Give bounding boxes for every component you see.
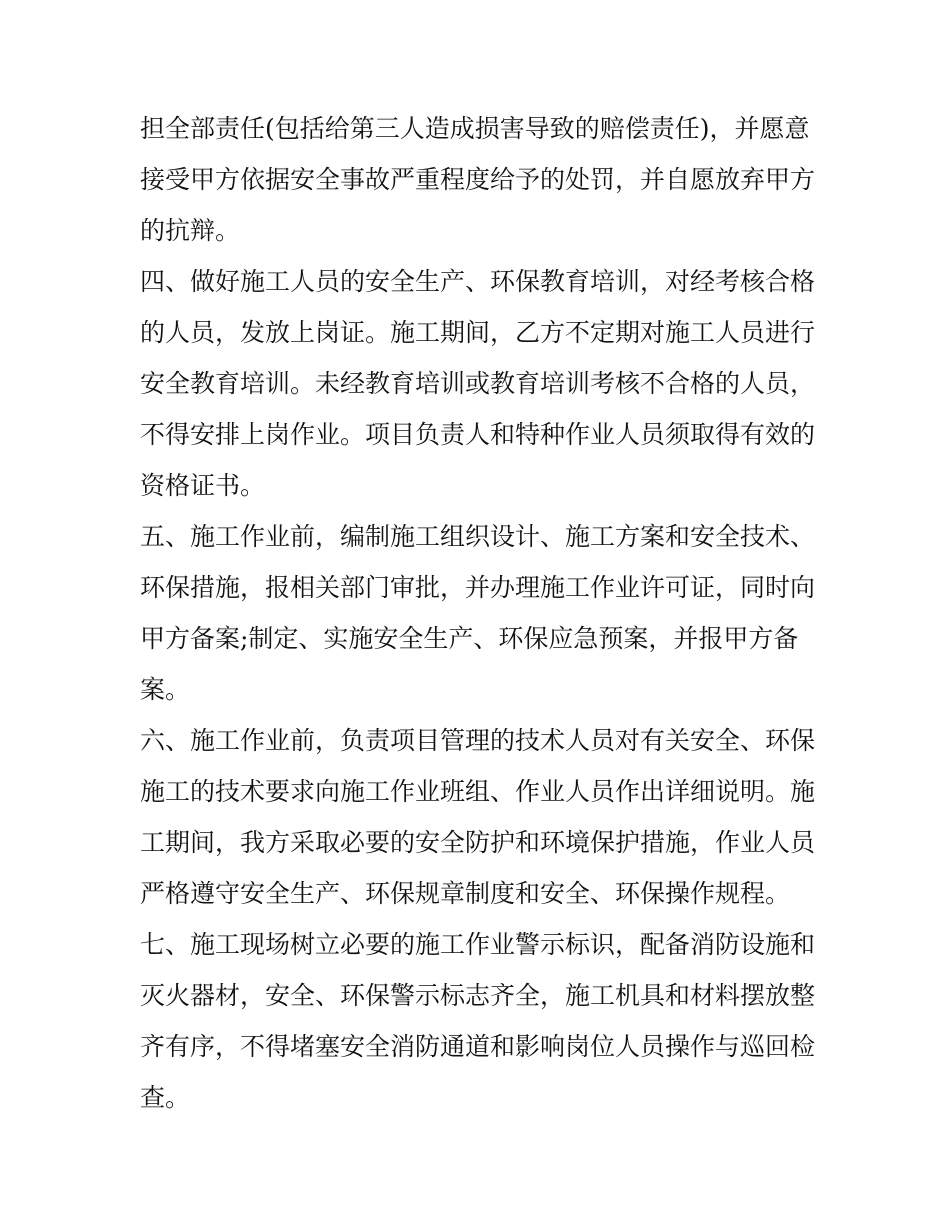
- text-line: 施工的技术要求向施工作业班组、作业人员作出详细说明。施: [140, 777, 815, 806]
- text-line: 的人员，发放上岗证。施工期间，乙方不定期对施工人员进行: [140, 318, 815, 347]
- text-line: 接受甲方依据安全事故严重程度给予的处罚，并自愿放弃甲方: [140, 165, 815, 194]
- text-line: 齐有序，不得堵塞安全消防通道和影响岗位人员操作与巡回检: [140, 1032, 815, 1061]
- text-line: 担全部责任(包括给第三人造成损害导致的赔偿责任)，并愿意: [140, 114, 810, 143]
- text-line: 六、施工作业前，负责项目管理的技术人员对有关安全、环保: [140, 726, 815, 755]
- text-line: 资格证书。: [140, 471, 266, 500]
- text-line: 灭火器材，安全、环保警示标志齐全，施工机具和材料摆放整: [140, 981, 815, 1010]
- text-line: 工期间，我方采取必要的安全防护和环境保护措施，作业人员: [140, 828, 815, 857]
- text-line: 甲方备案;制定、实施安全生产、环保应急预案，并报甲方备: [140, 624, 799, 653]
- text-line: 七、施工现场树立必要的施工作业警示标识，配备消防设施和: [140, 930, 815, 959]
- text-line: 案。: [140, 675, 191, 704]
- document-body: [140, 103, 815, 1123]
- text-line: 四、做好施工人员的安全生产、环保教育培训，对经考核合格: [140, 267, 815, 296]
- text-line: 查。: [140, 1083, 191, 1112]
- text-line: 环保措施，报相关部门审批，并办理施工作业许可证，同时向: [140, 573, 815, 602]
- text-line: 安全教育培训。未经教育培训或教育培训考核不合格的人员，: [140, 369, 815, 398]
- text-line: 严格遵守安全生产、环保规章制度和安全、环保操作规程。: [140, 879, 791, 908]
- text-line: 的抗辩。: [140, 216, 241, 245]
- text-line: 不得安排上岗作业。项目负责人和特种作业人员须取得有效的: [140, 420, 815, 449]
- text-line: 五、施工作业前，编制施工组织设计、施工方案和安全技术、: [140, 522, 815, 551]
